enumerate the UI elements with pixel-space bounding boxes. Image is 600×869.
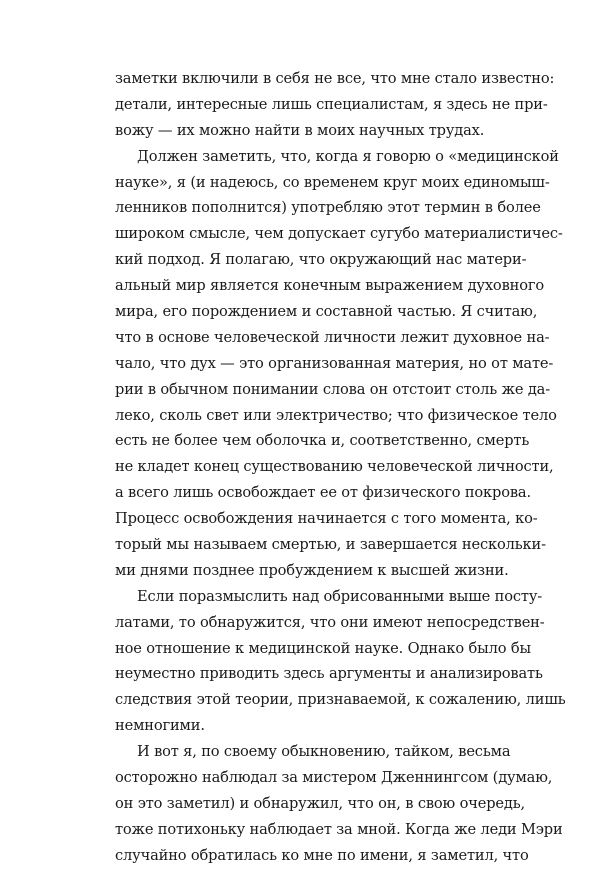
text-line: осторожно наблюдал за мистером Дженнингсом (думаю, — [115, 769, 553, 787]
text-line: вожу — их можно найти в моих научных трудах. — [115, 121, 485, 139]
text-line: альный мир является конечным выражением духовного — [115, 277, 544, 295]
text-line: латами, то обнаружится, что они имеют непосредствен- — [115, 613, 545, 631]
text-line: широком смысле, чем допускает сугубо материалистичес- — [115, 225, 563, 243]
book-page-text — [115, 66, 566, 869]
text-line: леко, сколь свет или электричество; что физическое тело — [115, 406, 557, 424]
text-line: рии в обычном понимании слова он отстоит столь же да- — [115, 380, 550, 398]
text-line: он это заметил) и обнаружил, что он, в свою очередь, — [115, 794, 526, 812]
text-line: И вот я, по своему обыкновению, тайком, весьма — [137, 743, 511, 761]
text-line: ленников пополнится) употребляю этот термин в более — [115, 199, 541, 217]
text-line: заметки включили в себя не все, что мне стало известно: — [115, 70, 555, 87]
text-line: кий подход. Я полагаю, что окружающий нас матери- — [115, 251, 527, 269]
text-line: Должен заметить, что, когда я говорю о «медицинской — [137, 147, 559, 165]
text-line: ми днями позднее пробуждением к высшей жизни. — [115, 561, 509, 579]
text-line: случайно обратилась ко мне по имени, я заметил, что — [115, 846, 529, 864]
text-line: что в основе человеческой личности лежит духовное на- — [115, 328, 550, 346]
text-line: торый мы называем смертью, и завершается нескольки- — [115, 536, 546, 554]
text-line: есть не более чем оболочка и, соответственно, смерть — [115, 432, 530, 450]
text-line: детали, интересные лишь специалистам, я здесь не при- — [115, 95, 548, 113]
text-line: Если поразмыслить над обрисованными выше посту- — [137, 587, 543, 605]
text-line: а всего лишь освобождает ее от физического покрова. — [115, 484, 531, 502]
text-line: тоже потихоньку наблюдает за мной. Когда же леди Мэри — [115, 820, 563, 838]
text-line: науке», я (и надеюсь, со временем круг моих единомыш- — [115, 173, 550, 191]
text-line: ное отношение к медицинской науке. Однако было бы — [115, 639, 531, 657]
text-line: мира, его порождением и составной частью. Я считаю, — [115, 303, 538, 321]
text-line: неуместно приводить здесь аргументы и анализировать — [115, 665, 543, 683]
text-line: следствия этой теории, признаваемой, к сожалению, лишь — [115, 691, 566, 709]
text-line: немногими. — [115, 717, 205, 735]
text-line: Процесс освобождения начинается с того момента, ко- — [115, 510, 538, 528]
text-line: не кладет конец существованию человеческой личности, — [115, 458, 554, 476]
text-line: чало, что дух — это организованная материя, но от мате- — [115, 354, 554, 372]
